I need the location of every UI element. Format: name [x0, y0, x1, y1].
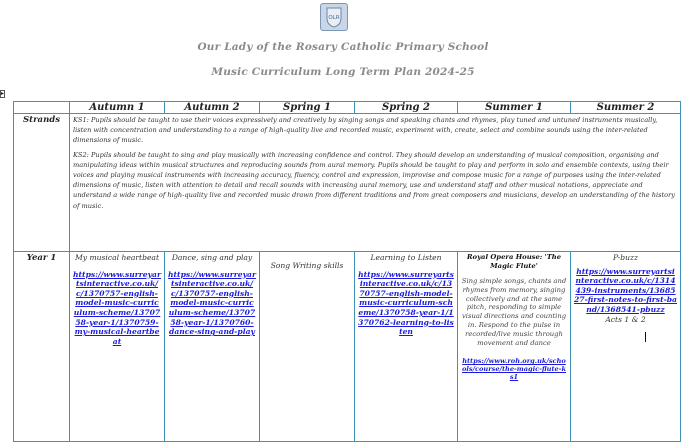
- table-anchor-icon[interactable]: ▸: [1, 90, 5, 97]
- ks1-text: KS1: Pupils should be taught to use their voices expressively and creatively by singing songs and speaking chants and rhymes, play tuned and untuned instruments musically, listen with concentration and understanding to a range of high-quality live and recorded music, experiment with, create, select and combine sounds using the inter-related dimensions of music.: [73, 116, 658, 145]
- school-logo: [320, 3, 348, 31]
- corner-cell: [14, 102, 70, 114]
- ks2-text: KS2: Pupils should be taught to sing and play musically with increasing confidence and control. They should develop an understanding of musical composition, organising and manipulating ideas within musical structures and reproducing sounds from aural memory. Pupils should be taught to play and perform in solo and ensemble contexts, using their voices and playing musical instruments with increasing accuracy, fluency, control and expression, improvise and compose music for a range of purposes using the inter-related dimensions of music, listen with attention to detail and recall sounds with increasing aural memory, use and understand staff and other musical notations, appreciate and understand a wide range of high-quality live and recorded music drawn from different traditions and from great composers and musicians, develop an understanding of the history of music.: [73, 150, 676, 210]
- spring2-title: Learning to Listen: [370, 253, 442, 262]
- col-summer-1: Summer 1: [458, 102, 571, 114]
- summer2-note: Acts 1 & 2: [605, 314, 646, 324]
- year1-summer1-cell: [458, 252, 571, 442]
- year1-summer2-cell: [571, 252, 681, 442]
- crest-icon: [321, 4, 347, 30]
- col-summer-2: Summer 2: [571, 102, 681, 114]
- logo-text: OLR: [328, 15, 340, 21]
- year1-autumn1-cell: [70, 252, 165, 442]
- autumn1-link[interactable]: https://www.surreyartsinteractive.co.uk/c/1370757-english-model-music-curriculum-scheme/1370758-year-1/1370759-my-musical-heartbeat: [73, 269, 161, 346]
- year1-label: Year 1: [14, 252, 70, 442]
- col-autumn-2: Autumn 2: [165, 102, 260, 114]
- summer1-body: Sing simple songs, chants and rhymes from memory, singing collectively and at the same pitch, responding to simple visual directions and counting in. Respond to the pulse in recorded/live music through movement and dance: [461, 277, 567, 347]
- autumn2-title: Dance, sing and play: [171, 253, 253, 262]
- strands-label: Strands: [14, 114, 70, 252]
- col-autumn-1: Autumn 1: [70, 102, 165, 114]
- summer2-title: P-buzz: [612, 253, 638, 262]
- spring2-link[interactable]: https://www.surreyartsinteractive.co.uk/c/1370757-english-model-music-curriculum-scheme/1370758-year-1/1370762-learning-to-listen: [358, 269, 454, 337]
- plan-title: Music Curriculum Long Term Plan 2024-25: [211, 66, 475, 78]
- curriculum-table: [13, 101, 681, 442]
- strands-row: [14, 114, 681, 252]
- summer2-link[interactable]: https://www.surreyartsinteractive.co.uk/c/1314439-instruments/1368527-first-notes-to-first-band/1368541-pbuzz: [574, 266, 677, 314]
- year1-row: [14, 252, 681, 442]
- school-name: Our Lady of the Rosary Catholic Primary School: [197, 41, 489, 53]
- col-spring-2: Spring 2: [355, 102, 458, 114]
- header-row: [14, 102, 681, 114]
- autumn2-link[interactable]: https://www.surreyartsinteractive.co.uk/c/1370757-english-model-music-curriculum-scheme/1370758-year-1/1370760-dance-sing-and-play: [168, 269, 256, 337]
- strands-cell: [70, 114, 681, 252]
- year1-spring2-cell: [355, 252, 458, 442]
- autumn1-title: My musical heartbeat: [74, 253, 160, 262]
- summer1-heading: Royal Opera House: 'The Magic Flute': [466, 253, 562, 270]
- year1-spring1-cell: [260, 252, 355, 442]
- col-spring-1: Spring 1: [260, 102, 355, 114]
- spring1-title: Song Writing skills: [270, 261, 344, 270]
- text-cursor: [645, 332, 646, 342]
- summer1-link[interactable]: https://www.roh.org.uk/schools/course/the-magic-flute-ks1: [461, 357, 567, 382]
- year1-autumn2-cell: [165, 252, 260, 442]
